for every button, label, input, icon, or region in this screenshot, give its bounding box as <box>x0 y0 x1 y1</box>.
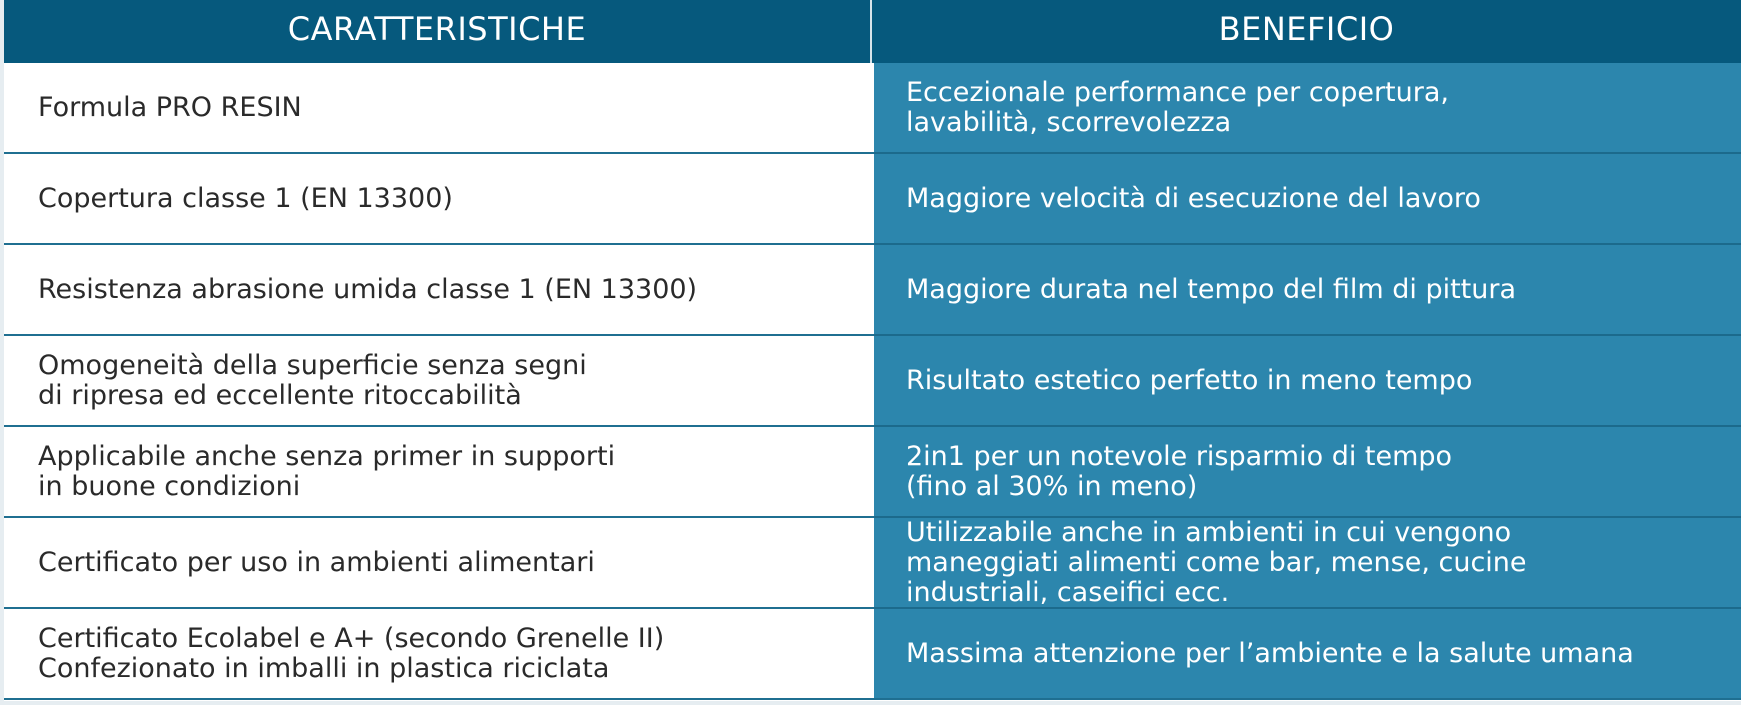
table-row <box>4 245 1741 336</box>
caratteristica-cell: Applicabile anche senza primer in supporti in buone condizioni <box>4 427 874 518</box>
beneficio-cell: Risultato estetico perfetto in meno tempo <box>874 336 1741 427</box>
table-row <box>4 154 1741 245</box>
table-body <box>4 63 1741 701</box>
beneficio-cell: 2in1 per un notevole risparmio di tempo (fino al 30% in meno) <box>874 427 1741 518</box>
table-row <box>4 63 1741 154</box>
features-benefits-table <box>4 0 1741 701</box>
header-beneficio: BENEFICIO <box>1218 9 1395 48</box>
header-caratteristiche: CARATTERISTICHE <box>4 0 872 63</box>
beneficio-cell: Massima attenzione per l’ambiente e la salute umana <box>874 609 1741 700</box>
table-header <box>4 0 1741 63</box>
beneficio-cell: Eccezionale performance per copertura, lavabilità, scorrevolezza <box>874 63 1741 154</box>
table-row <box>4 336 1741 427</box>
caratteristica-cell: Certificato Ecolabel e A+ (secondo Grenelle II) Confezionato in imballi in plastica riciclata <box>4 609 874 700</box>
beneficio-cell: Maggiore velocità di esecuzione del lavoro <box>874 154 1741 245</box>
beneficio-cell: Utilizzabile anche in ambienti in cui vengono maneggiati alimenti come bar, mense, cucine industriali, caseifici ecc. <box>874 518 1741 609</box>
caratteristica-cell: Resistenza abrasione umida classe 1 (EN 13300) <box>4 245 874 336</box>
caratteristica-cell: Certificato per uso in ambienti alimentari <box>4 518 874 609</box>
caratteristica-cell: Copertura classe 1 (EN 13300) <box>4 154 874 245</box>
table-row <box>4 518 1741 609</box>
table-row <box>4 427 1741 518</box>
caratteristica-cell: Omogeneità della superficie senza segni di ripresa ed eccellente ritoccabilità <box>4 336 874 427</box>
beneficio-cell: Maggiore durata nel tempo del film di pittura <box>874 245 1741 336</box>
table-row <box>4 609 1741 700</box>
caratteristica-cell: Formula PRO RESIN <box>4 63 874 154</box>
